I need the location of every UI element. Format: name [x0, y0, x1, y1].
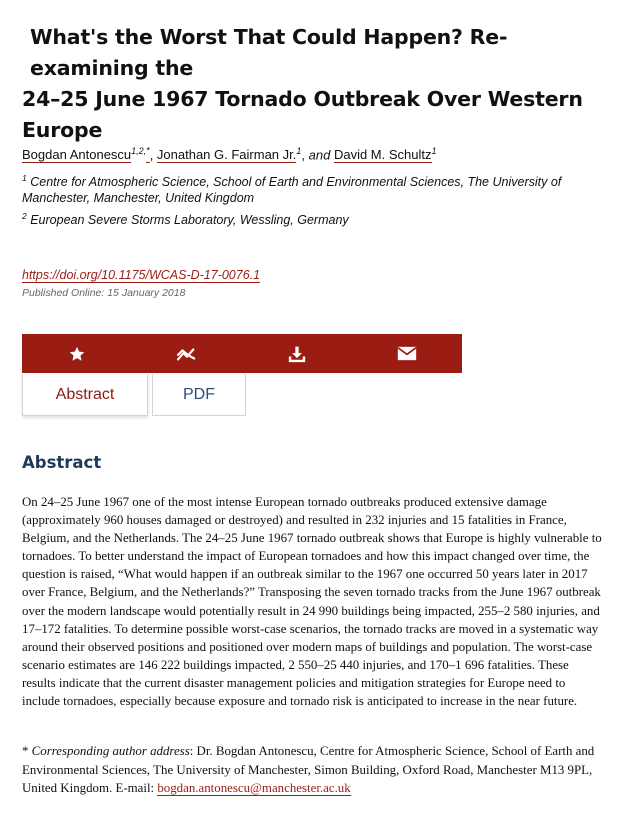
affiliation-text: European Severe Storms Laboratory, Wessling, Germany: [30, 213, 349, 228]
star-icon: [68, 345, 86, 363]
footnote-star: *: [22, 744, 32, 758]
title-line-1: What's the Worst That Could Happen? Re-examining the: [30, 25, 508, 80]
tab-abstract[interactable]: Abstract: [22, 374, 148, 416]
metrics-button[interactable]: [132, 334, 242, 373]
title-line-3: Europe: [22, 118, 103, 142]
article-toolbar: [22, 334, 462, 373]
title-line-2: 24–25 June 1967 Tornado Outbreak Over Western: [22, 87, 583, 111]
affiliation-number: 1: [22, 173, 27, 183]
author-link-antonescu[interactable]: Bogdan Antonescu: [22, 147, 132, 163]
author-separator: ,: [301, 147, 309, 163]
download-icon: [287, 345, 307, 363]
affiliation-2: [22, 208, 614, 228]
footnote-text: : Dr. Bogdan Antonescu, Centre for Atmospheric Science, School of Earth and Environmental Sciences, The University of Manchester, Simon Building, Oxford Road, Manchester M13 9PL, United Kingdom. E-mail:: [22, 744, 595, 795]
article-title: [22, 22, 612, 146]
author-link-schultz[interactable]: David M. Schultz: [333, 147, 432, 163]
author-affil-sup: 1: [431, 146, 437, 156]
affiliation-number: 2: [22, 211, 27, 221]
author-affil-sup: 1: [296, 146, 302, 156]
footnote-label: Corresponding author address: [31, 744, 190, 758]
affiliation-1: [22, 170, 614, 206]
abstract-heading: Abstract: [22, 453, 102, 472]
published-date: Published Online: 15 January 2018: [22, 287, 186, 299]
author-link-fairman[interactable]: Jonathan G. Fairman Jr.: [156, 147, 297, 163]
author-and: and: [308, 147, 331, 163]
envelope-icon: [397, 346, 417, 361]
email-button[interactable]: [352, 334, 462, 373]
corresponding-author-footnote: [22, 742, 602, 798]
affiliation-text: Centre for Atmospheric Science, School of Earth and Environmental Sciences, The University of Manchester, Manchester, United Kingdom: [22, 175, 562, 206]
author-list: [22, 146, 612, 162]
download-button[interactable]: [242, 334, 352, 373]
article-tabs: [22, 374, 246, 416]
abstract-body: On 24–25 June 1967 one of the most intense European tornado outbreaks produced extensive damage (approximately 960 houses damaged or destroyed) and resulted in 232 injuries and 15 fatalities in France, Belgium, and the Netherlands. The 24–25 June 1967 tornado outbreak shows that Europe is highly vulnerable to tornadoes. To better understand the impact of European tornadoes and how this impact changed over time, the question is raised, “What would happen if an outbreak similar to the 1967 one occurred 50 years later in 2017 over France, Belgium, and the Netherlands?” Transposing the seven tornado tracks from the June 1967 outbreak over the modern landscape would potentially result in 24 990 buildings being impacted, 255–2 580 injuries, and 17–172 fatalities. To determine possible worst-case scenarios, the tornado tracks are moved in a systematic way around their observed positions and positioned over modern maps of buildings and population. The worst-case scenario estimates are 146 222 buildings impacted, 2 550–25 440 injuries, and 170–1 696 fatalities. These results indicate that the current disaster management policies and mitigation strategies for Europe need to include tornadoes, especially because exposure and tornado risk is anticipated to increase in the near future.: [22, 495, 602, 709]
chart-trend-icon: [176, 345, 198, 363]
author-separator: ,: [149, 147, 157, 163]
favorite-button[interactable]: [22, 334, 132, 373]
tab-pdf[interactable]: PDF: [152, 374, 246, 416]
corresponding-author-mark[interactable]: *: [146, 147, 150, 163]
author-affil-sup: 1,2,: [131, 146, 147, 156]
doi-link[interactable]: https://doi.org/10.1175/WCAS-D-17-0076.1: [22, 268, 261, 282]
author-email-link[interactable]: bogdan.antonescu@manchester.ac.uk: [157, 781, 351, 795]
